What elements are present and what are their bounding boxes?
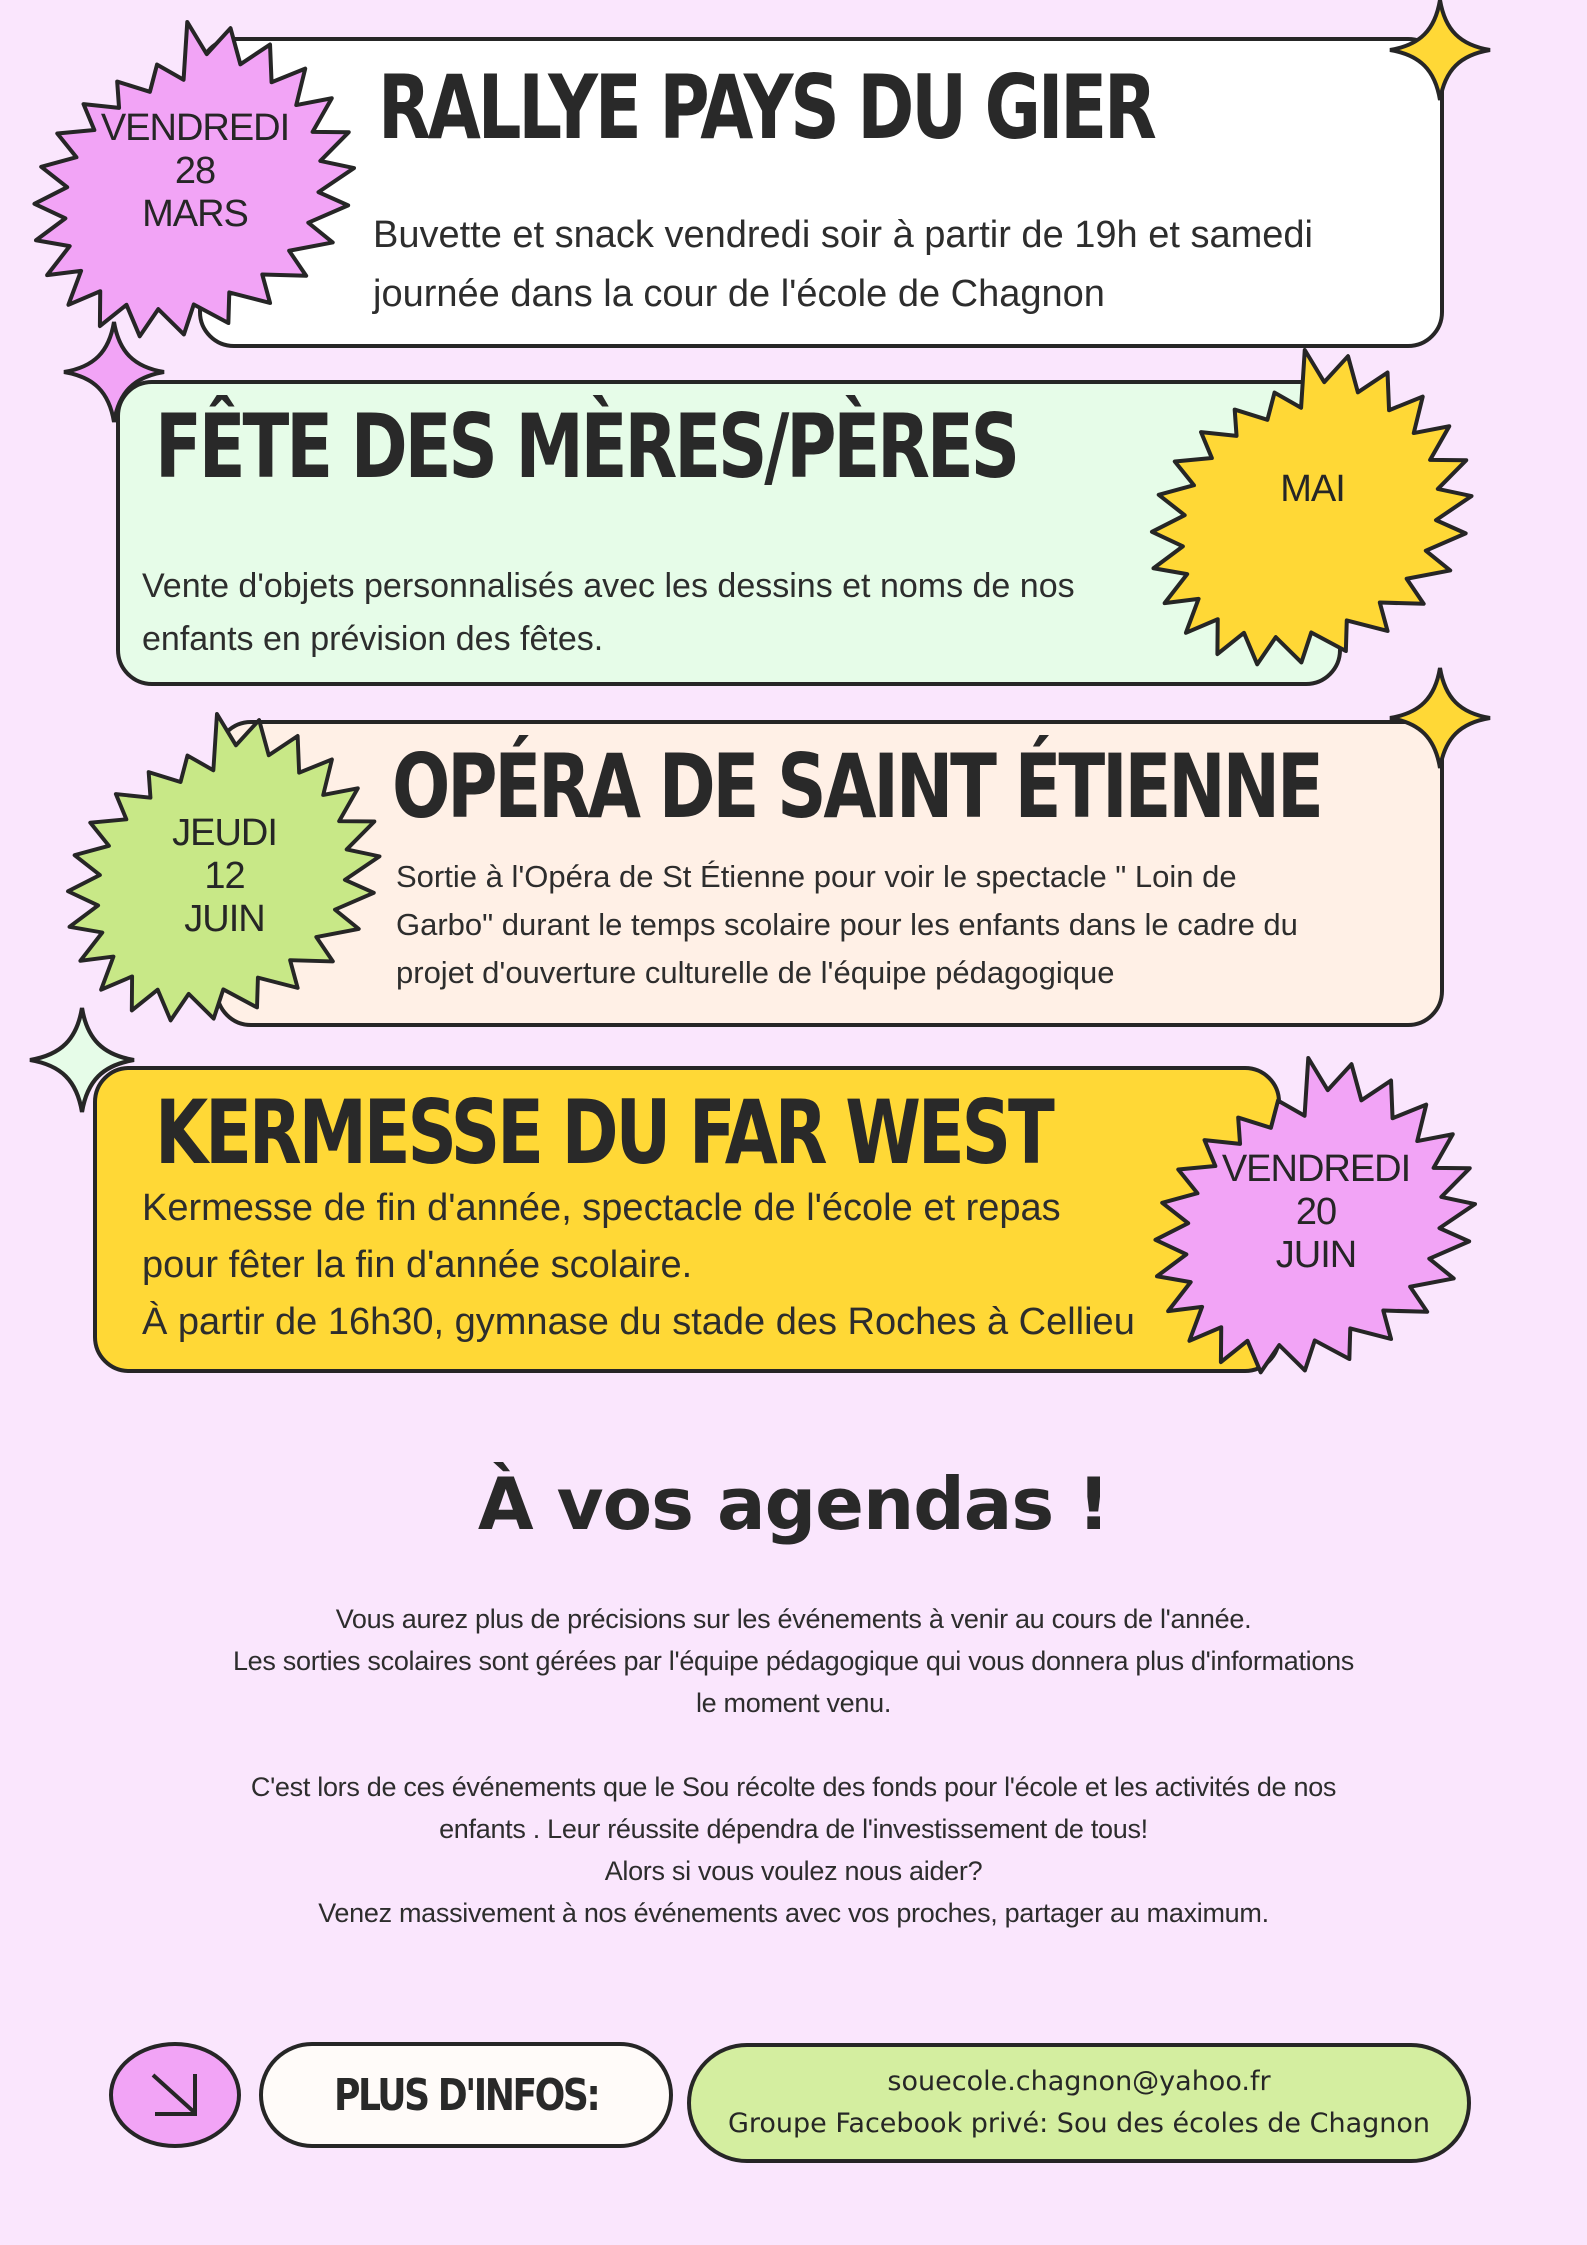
event-title: KERMESSE DU FAR WEST <box>155 1081 1052 1184</box>
event-title: FÊTE DES MÈRES/PÈRES <box>155 395 1017 498</box>
sparkle-icon <box>30 1008 134 1112</box>
event-description: Buvette et snack vendredi soir à partir de 19h et samedi journée dans la cour de l'école de Chagnon <box>373 214 1313 315</box>
event-title: OPÉRA DE SAINT ÉTIENNE <box>392 735 1321 838</box>
agenda-paragraph-1: Vous aurez plus de précisions sur les événements à venir au cours de l'année. Les sorties scolaires sont gérées par l'équipe pédagogique qui vous donnera plus d'informations le moment venu. <box>232 1604 1355 1718</box>
sparkle-icon <box>1388 0 1492 100</box>
date-badge-text: MAI <box>1280 467 1345 510</box>
date-badge-burst <box>30 22 360 340</box>
event-description: Sortie à l'Opéra de St Étienne pour voir le spectacle " Loin de Garbo" durant le temps scolaire pour les enfants dans le cadre du projet d'ouverture culturelle de l'équipe pédagogique <box>396 859 1298 990</box>
agenda-title: À vos agendas ! <box>477 1462 1110 1546</box>
agenda-paragraph-2: C'est lors de ces événements que le Sou récolte des fonds pour l'école et les activités de nos enfants . Leur réussite dépendra de l'investissement de tous! Alors si vous voulez nous aider? Venez massivement à nos événements avec vos proches, partager au maximum. <box>250 1772 1337 1928</box>
date-badge-burst <box>1148 1058 1484 1376</box>
arrow-button[interactable] <box>109 2042 241 2148</box>
event-title: RALLYE PAYS DU GIER <box>378 56 1154 159</box>
sparkle-icon <box>1388 668 1492 768</box>
event-description: Vente d'objets personnalisés avec les dessins et noms de nos enfants en prévision des fêtes. <box>142 567 1075 658</box>
plus-d-infos-label: PLUS D'INFOS: <box>259 2042 673 2148</box>
date-badge-text: VENDREDI 28 MARS <box>100 106 290 235</box>
sparkle-icon <box>62 322 166 422</box>
email-link[interactable]: souecole.chagnon@yahoo.fr <box>887 2066 1271 2097</box>
date-badge-burst <box>1145 350 1480 668</box>
arrow-down-right-icon <box>149 2072 201 2118</box>
date-badge-text: JEUDI 12 JUIN <box>172 811 277 940</box>
event-description: Kermesse de fin d'année, spectacle de l'école et repas pour fêter la fin d'année scolaire. À partir de 16h30, gymnase du stade des Roches à Cellieu <box>142 1187 1135 1343</box>
date-badge-burst <box>62 714 387 1024</box>
facebook-group-text: Groupe Facebook privé: Sou des écoles de Chagnon <box>727 2108 1431 2139</box>
contact-info <box>687 2043 1471 2163</box>
date-badge-text: VENDREDI 20 JUIN <box>1221 1147 1411 1276</box>
